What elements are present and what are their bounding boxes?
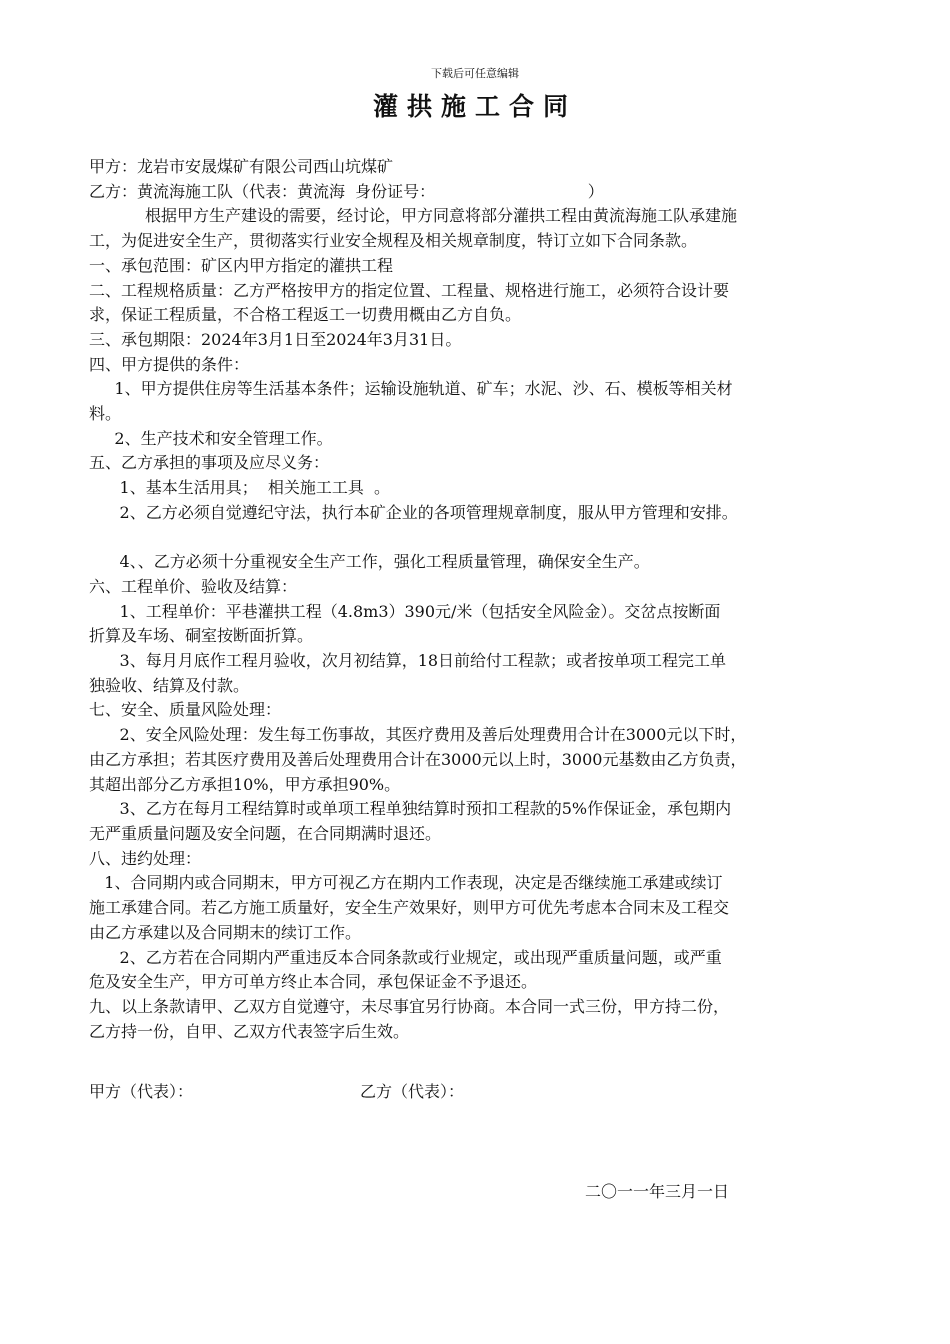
text-line: 由乙方承担；若其医疗费用及善后处理费用合计在3000元以上时，3000元基数由乙方负责，: [89, 749, 747, 769]
text-line: 四、甲方提供的条件：: [89, 354, 250, 374]
text-line: 七、安全、质量风险处理：: [89, 700, 282, 720]
text-line: 独验收、结算及付款。: [89, 675, 250, 695]
text-line: 无严重质量问题及安全问题，在合同期满时退还。: [89, 823, 442, 843]
text-line: 2、乙方必须自觉遵纪守法，执行本矿企业的各项管理规章制度，服从甲方管理和安排。: [89, 502, 738, 522]
text-line: 2、安全风险处理：发生每工伤事故，其医疗费用及善后处理费用合计在3000元以下时，: [89, 725, 747, 745]
document-title: 灌拱施工合同: [372, 92, 577, 121]
text-line: 1、合同期内或合同期末，甲方可视乙方在期内工作表现，决定是否继续施工承建或续订: [89, 873, 723, 893]
text-line: 折算及车场、硐室按断面折算。: [89, 626, 314, 646]
text-line: 2、生产技术和安全管理工作。: [89, 428, 333, 448]
text-line: 甲方：龙岩市安晟煤矿有限公司西山坑煤矿: [89, 157, 394, 176]
text-line: 1、工程单价：平巷灌拱工程（4.8m3）390元/米（包括安全风险金）。交岔点按断面: [89, 601, 721, 621]
text-line: 六、工程单价、验收及结算：: [89, 576, 298, 596]
text-line: 工，为促进安全生产，贯彻落实行业安全规程及相关规章制度，特订立如下合同条款。: [89, 231, 698, 251]
text-line: 八、违约处理：: [89, 848, 202, 868]
text-line: 乙方：黄流海施工队（代表：黄流海 身份证号： ）: [89, 181, 604, 201]
text-line: 3、乙方在每月工程结算时或单项工程单独结算时预扣工程款的5%作保证金，承包期内: [89, 799, 732, 819]
text-line: 3、每月月底作工程月验收，次月初结算，18日前给付工程款；或者按单项工程完工单: [89, 651, 727, 671]
text-line: 一、承包范围：矿区内甲方指定的灌拱工程: [89, 255, 394, 275]
text-line: 其超出部分乙方承担10%，甲方承担90%。: [89, 774, 401, 794]
blank-line: [89, 526, 879, 551]
contract-date: 二〇一一年三月一日: [585, 1182, 730, 1201]
text-line: 4、、乙方必须十分重视安全生产工作，强化工程质量管理，确保安全生产。: [89, 552, 650, 572]
text-line: 求，保证工程质量，不合格工程返工一切费用概由乙方自负。: [89, 305, 522, 325]
text-line: 危及安全生产，甲方可单方终止本合同，承包保证金不予退还。: [89, 972, 538, 992]
text-line: 根据甲方生产建设的需要，经讨论，甲方同意将部分灌拱工程由黄流海施工队承建施: [89, 206, 737, 226]
header-note: 下载后可任意编辑: [431, 67, 519, 80]
text-line: 五、乙方承担的事项及应尽义务：: [89, 453, 330, 473]
text-line: 三、承包期限：2024年3月1日至2024年3月31日。: [89, 329, 462, 349]
party-a-signature-label: 甲方（代表）：: [89, 1082, 194, 1101]
text-line: 1、基本生活用具； 相关施工工具 。: [89, 478, 391, 498]
text-line: 二、工程规格质量：乙方严格按甲方的指定位置、工程量、规格进行施工，必须符合设计要: [89, 280, 730, 300]
text-line: 料。: [89, 404, 122, 424]
contract-body: [89, 155, 879, 1044]
text-line: 2、乙方若在合同期内严重违反本合同条款或行业规定，或出现严重质量问题，或严重: [89, 947, 722, 967]
text-line: 九、以上条款请甲、乙双方自觉遵守，未尽事宜另行协商。本合同一式三份，甲方持二份，: [89, 996, 730, 1016]
party-b-signature-label: 乙方（代表）：: [360, 1082, 465, 1101]
text-line: 乙方持一份，自甲、乙双方代表签字后生效。: [89, 1021, 410, 1041]
text-line: 施工承建合同。若乙方施工质量好，安全生产效果好，则甲方可优先考虑本合同末及工程交: [89, 898, 730, 918]
text-line: 1、甲方提供住房等生活基本条件；运输设施轨道、矿车；水泥、沙、石、模板等相关材: [89, 379, 733, 399]
text-line: 由乙方承建以及合同期末的续订工作。: [89, 922, 362, 942]
